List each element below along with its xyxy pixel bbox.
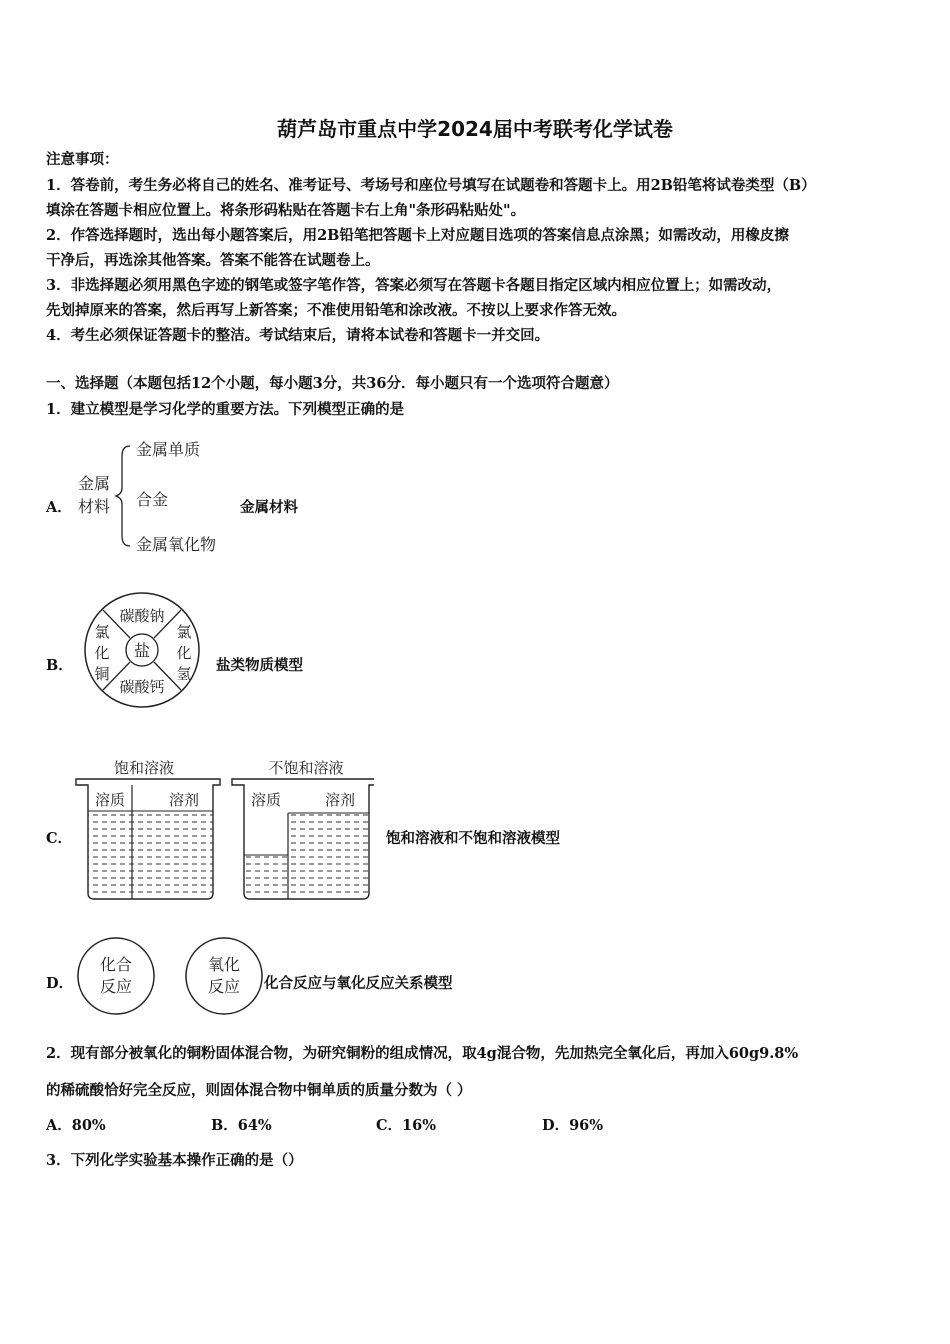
q2-option-b: B．64% bbox=[211, 1117, 272, 1134]
option-a-caption: 金属材料 bbox=[240, 499, 298, 516]
option-a-label: A． bbox=[46, 499, 72, 516]
option-b-caption: 盐类物质模型 bbox=[216, 657, 303, 674]
combination-reaction-circle bbox=[78, 938, 154, 1014]
option-c-caption: 饱和溶液和不饱和溶液模型 bbox=[386, 830, 560, 847]
option-c-label: C． bbox=[46, 830, 73, 847]
beaker1-title: 饱和溶液 bbox=[113, 759, 175, 777]
option-d-caption: 化合反应与氧化反应关系模型 bbox=[264, 975, 453, 992]
diagram-root-line1: 金属 bbox=[78, 474, 111, 493]
salt-model-diagram bbox=[78, 590, 210, 712]
page-title: 葫芦岛市重点中学2024届中考联考化学试卷 bbox=[277, 117, 673, 141]
circle2-line1: 氧化 bbox=[207, 955, 241, 974]
beaker1-solute: 溶质 bbox=[94, 791, 126, 809]
branch-metal-oxide: 金属氧化物 bbox=[136, 535, 217, 554]
notice-heading: 注意事项： bbox=[46, 151, 119, 168]
circle1-line1: 化合 bbox=[99, 955, 133, 974]
q2-option-d: D．96% bbox=[542, 1117, 604, 1134]
question-2-line2: 的稀硫酸恰好完全反应，则固体混合物中铜单质的质量分数为（ ） bbox=[46, 1082, 472, 1099]
diagram-root-line2: 材料 bbox=[78, 497, 111, 516]
metal-materials-diagram bbox=[70, 432, 240, 562]
branch-alloy: 合金 bbox=[136, 490, 169, 509]
right-char: 氯 bbox=[176, 623, 192, 641]
question-3-stem: 3．下列化学实验基本操作正确的是（） bbox=[46, 1152, 303, 1169]
beaker2-solvent: 溶剂 bbox=[324, 791, 356, 809]
solution-beakers-diagram bbox=[74, 755, 374, 905]
notice-line: 2．作答选择题时，选出每小题答案后，用2B铅笔把答题卡上对应题目选项的答案信息点涂黑；如需改动，用橡皮擦 bbox=[46, 227, 789, 244]
notice-line: 干净后，再选涂其他答案。答案不能答在试题卷上。 bbox=[46, 252, 380, 269]
notice-line: 填涂在答题卡相应位置上。将条形码粘贴在答题卡右上角"条形码粘贴处"。 bbox=[46, 202, 526, 219]
left-char: 铜 bbox=[94, 665, 110, 683]
option-b-label: B． bbox=[46, 657, 73, 674]
circle2-line2: 反应 bbox=[207, 977, 241, 996]
section-heading: 一、选择题（本题包括12个小题，每小题3分，共36分．每小题只有一个选项符合题意） bbox=[46, 375, 619, 392]
beaker2-solute: 溶质 bbox=[250, 791, 282, 809]
right-char: 氢 bbox=[176, 665, 192, 683]
beaker2-title: 不饱和溶液 bbox=[268, 759, 344, 777]
left-char: 氯 bbox=[94, 623, 110, 641]
beaker1-solvent: 溶剂 bbox=[168, 791, 200, 809]
beaker2-solvent-liquid bbox=[288, 813, 369, 897]
q2-option-c: C．16% bbox=[376, 1117, 436, 1134]
oxidation-reaction-circle bbox=[186, 938, 262, 1014]
beaker1-liquid bbox=[88, 811, 213, 897]
beaker2-solute-liquid bbox=[244, 855, 288, 897]
notice-line: 3．非选择题必须用黑色字迹的钢笔或签字笔作答，答案必须写在答题卡各题目指定区域内相应位置上；如需改动， bbox=[46, 277, 782, 294]
top-sodium-carbonate: 碳酸钠 bbox=[119, 607, 165, 625]
notice-line: 先划掉原来的答案，然后再写上新答案；不准使用铅笔和涂改液。不按以上要求作答无效。 bbox=[46, 302, 626, 319]
option-d-label: D． bbox=[46, 975, 74, 992]
reaction-relation-diagram bbox=[74, 934, 266, 1018]
bottom-calcium-carbonate: 碳酸钙 bbox=[119, 678, 165, 696]
question-2-line1: 2．现有部分被氧化的铜粉固体混合物，为研究铜粉的组成情况，取4g混合物，先加热完全氧化后，再加入60g9.8% bbox=[46, 1045, 799, 1062]
center-salt: 盐 bbox=[133, 641, 151, 660]
circle1-line2: 反应 bbox=[99, 977, 133, 996]
question-1-stem: 1．建立模型是学习化学的重要方法。下列模型正确的是 bbox=[46, 401, 405, 418]
branch-metal-element: 金属单质 bbox=[136, 440, 201, 459]
notice-line: 1．答卷前，考生务必将自己的姓名、准考证号、考场号和座位号填写在试题卷和答题卡上。用2B铅笔将试卷类型（B） bbox=[46, 177, 816, 194]
brace-shape bbox=[116, 446, 130, 546]
q2-option-a: A．80% bbox=[46, 1117, 106, 1134]
right-char: 化 bbox=[176, 644, 192, 662]
notice-line: 4．考生必须保证答题卡的整洁。考试结束后，请将本试卷和答题卡一并交回。 bbox=[46, 327, 550, 344]
left-char: 化 bbox=[94, 644, 110, 662]
